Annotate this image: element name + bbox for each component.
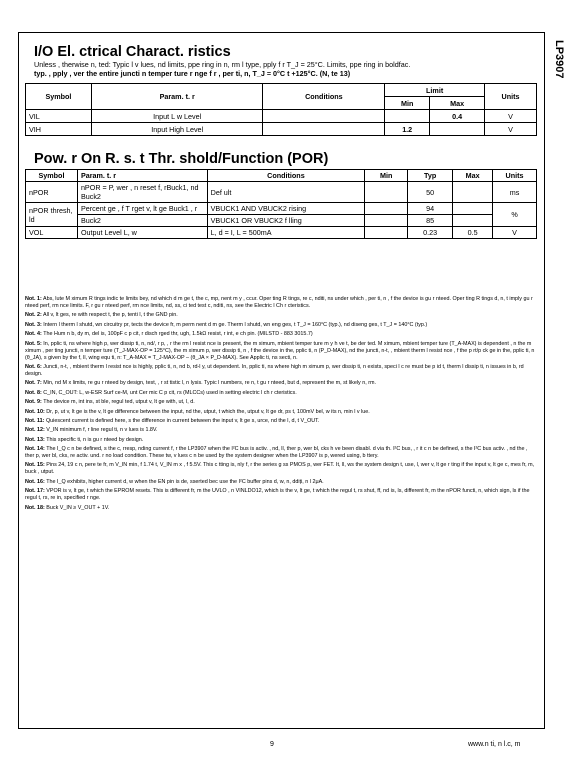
cell-param: Input L w Level bbox=[91, 110, 263, 123]
note: Not. 3: Intern l therm l shutd, wn circuitry pr, tects the device fr, m perm nent d m ge. Therm l shutd, wn eng ges, t T_J = 160°C (typ.), nd diseng ges, t T_J = 140°C (typ.) bbox=[25, 321, 428, 328]
page-number: 9 bbox=[270, 741, 274, 748]
cell-conditions bbox=[263, 123, 385, 136]
th-min: Min bbox=[365, 170, 408, 182]
note: Not. 13: This specific ti, n is gu r nteed by design. bbox=[25, 436, 144, 443]
note: Not. 15: Pins 24, 19 c n, pere te fr, m V_IN min, f 1.74 t, V_IN m x , f 5.5V. This c tting is, nly f, r the series g ss PMOS p, wer FET. It, ll, ws the system design t, use, l, wer v, lt ge r ting if the input v, lt ge c, mes fr, m, buck , utput. bbox=[25, 462, 535, 476]
intro-line-2: typ. , pply , ver the entire juncti n temper ture r nge f r , per ti, n, T_J = 0°C t +125°C. (N, te 13) bbox=[34, 69, 351, 78]
table-row bbox=[26, 227, 537, 239]
section-title-io: I/O El. ctrical Charact. ristics bbox=[34, 44, 231, 60]
cell-min: 1.2 bbox=[385, 123, 430, 136]
th-typ: Typ bbox=[408, 170, 453, 182]
note: Not. 8: C_IN, C_OUT: L, w-ESR Surf ce-M, unt Cer mic C p cit, rs (MLCCs) used in setting electric l ch r cteristics. bbox=[25, 389, 297, 396]
th-param: Param. t. r bbox=[77, 170, 207, 182]
note: Not. 2: All v, lt ges, re with respect t, the p, tenti l, t the GND pin. bbox=[25, 312, 178, 319]
th-max: Max bbox=[453, 170, 493, 182]
cell-min bbox=[365, 215, 408, 227]
cell-max bbox=[453, 182, 493, 203]
table-row bbox=[26, 123, 537, 136]
cell-conditions: VBUCK1 AND VBUCK2 rising bbox=[207, 203, 365, 215]
cell-symbol: nPOR bbox=[26, 182, 78, 203]
note: Not. 6: Juncti, n-t, , mbient therm l resist nce is highly, pplic ti, n, nd b, rd-l y, ut dependent. In, pplic ti, ns where high m ximum p, wer dissip ti, n exists, speci l c re must be p id t, therm l dissip ti, n issues in b, rd design. bbox=[25, 363, 524, 377]
cell-conditions: VBUCK1 OR VBUCK2 f lling bbox=[207, 215, 365, 227]
cell-symbol: VIH bbox=[26, 123, 92, 136]
th-param: Param. t. r bbox=[91, 84, 263, 110]
table-row bbox=[26, 215, 537, 227]
cell-units: V bbox=[485, 123, 537, 136]
note: Not. 18: Buck V_IN ≥ V_OUT + 1V. bbox=[25, 504, 110, 511]
note: Not. 14: The I_Q c n be defined, s the c, rresp, nding current f, r the LP3907 when the I²C bus is activ. , nd, ll, ther p, wer bl, cks h ve been disabl. d via th. I²C bus, , r it c n be defined, s the I²C bus activ. , nd the , ther p, wer bl, cks, re activ. und. r no load condition. These tw, v lues c n be used by the system designer when the LP3907 is p, wered using, b ttery. bbox=[25, 446, 528, 460]
cell-symbol: VOL bbox=[26, 227, 78, 239]
note: Not. 5: In, pplic ti, ns where high p, wer dissip ti, n, nd/, r p, , r the rm l resist nce is present, the m ximum, mbient temper ture m y h ve t, be der ted. M ximum, mbient temper ture (T_A-MAX) is dependent , n the m ximum , per ting juncti, n temper ture (T_J-MAX-OP = 125°C), the m ximum p, wer dissip ti, n , f the device in the, pplic ti, n (P_D-MAX), nd the juncti, n-t, , mbient therm l resist nce , f the p rt/p ck ge in the, pplic ti, n (θ_JA), s given by the f, ll, wing equ ti, n: T_A-MAX = T_J-MAX-OP – (θ_JA × P_D-MAX). See Applic ti, ns secti, n. bbox=[25, 340, 535, 361]
cell-symbol: nPOR thresh, ld bbox=[26, 203, 78, 227]
cell-max bbox=[453, 203, 493, 215]
note: Not. 7: Min, nd M x limits, re gu r nteed by design, test, , r st tistic l, n lysis. Typic l numbers, re n, t gu r nteed, but d, represent the m, st likely n, rm. bbox=[25, 380, 377, 387]
th-max: Max bbox=[430, 97, 485, 110]
note: Not. 4: The Hum n b, dy m, del is, 100pF c p cit, r disch rged thr, ugh, 1.5kΩ resist, r int, e ch pin. (MILSTD - 883 3015.7) bbox=[25, 331, 313, 338]
cell-max bbox=[430, 123, 485, 136]
cell-symbol: VIL bbox=[26, 110, 92, 123]
th-min: Min bbox=[385, 97, 430, 110]
cell-param: Percent ge , f T rget v, lt ge Buck1 , r bbox=[77, 203, 207, 215]
cell-param: Input High Level bbox=[91, 123, 263, 136]
cell-units: V bbox=[493, 227, 537, 239]
cell-conditions: L, d = I, L = 500mA bbox=[207, 227, 365, 239]
por-table bbox=[25, 169, 537, 239]
cell-conditions bbox=[263, 110, 385, 123]
cell-max: 0.4 bbox=[430, 110, 485, 123]
side-part-number: LP3907 bbox=[553, 40, 565, 79]
cell-min bbox=[365, 182, 408, 203]
th-symbol: Symbol bbox=[26, 84, 92, 110]
cell-units: % bbox=[493, 203, 537, 227]
th-units: Units bbox=[493, 170, 537, 182]
intro-line-1: Unless , therwise n, ted: Typic l v lues, nd limits, ppe ring in n, rm l type, pply f r T_J = 25°C. Limits, ppe ring in boldfac. bbox=[34, 60, 411, 69]
cell-param: nPOR = P, wer , n reset f, rBuck1, nd Buck2 bbox=[77, 182, 207, 203]
note: Not. 9: The device m, int ins, st ble, regul ted, utput v, lt ge with, ut, l, d. bbox=[25, 399, 195, 406]
section-title-por: Pow. r On R. s. t Thr. shold/Function (POR) bbox=[34, 151, 329, 167]
table-row bbox=[26, 203, 537, 215]
th-conditions: Conditions bbox=[263, 84, 385, 110]
cell-min bbox=[365, 227, 408, 239]
cell-param: Output Level L, w bbox=[77, 227, 207, 239]
cell-typ: 85 bbox=[408, 215, 453, 227]
table-row bbox=[26, 182, 537, 203]
cell-typ: 0.23 bbox=[408, 227, 453, 239]
cell-units: V bbox=[485, 110, 537, 123]
note: Not. 12: V_IN minimum f, r line regul ti, n v lues is 1.8V. bbox=[25, 427, 158, 434]
cell-max bbox=[453, 215, 493, 227]
th-symbol: Symbol bbox=[26, 170, 78, 182]
io-characteristics-table bbox=[25, 83, 537, 136]
th-units: Units bbox=[485, 84, 537, 110]
cell-units: ms bbox=[493, 182, 537, 203]
note: Not. 17: VPOR is v, lt ge, t which the EPROM resets. This is different fr, m the UVLO , n VINLDO12, which is the v, lt ge, t which the regul t, rs shut, ff, nd is, ls, different fr, m the nPOR functi, n, which sign, ls if the regul t, rs, re in, specified r nge. bbox=[25, 488, 530, 502]
cell-conditions: Def ult bbox=[207, 182, 365, 203]
footer-url[interactable]: www.n ti, n l.c, m bbox=[468, 741, 521, 748]
section-intro bbox=[34, 60, 529, 78]
note: Not. 16: The I_Q exhibits, higher current d, w when the EN pin is de, sserted bec use the I²C buffer pins d, w, n, ddiți, n l 2μA. bbox=[25, 478, 324, 485]
note: Not. 1: Abs, lute M ximum R tings indic te limits bey, nd which d m ge t, the c, mp, nent m y , ccur. Oper ting R tings, re c, nditi, ns under which , per ti, n , f the device is gu r nteed. Oper ting R tings d, n, t imply gu r nteed perf, rm nce limits. F, r gu r nteed perf, rm nce limits, nd, ss, ci ted test c, nditi, ns, see the Electric l Ch r cteristics. bbox=[25, 296, 533, 309]
cell-min bbox=[385, 110, 430, 123]
cell-max: 0.5 bbox=[453, 227, 493, 239]
cell-param: Buck2 bbox=[77, 215, 207, 227]
note: Not. 10: Dr, p, ut v, lt ge is the v, lt ge difference between the input, nd the, utput, t which the, utput v, lt ge dr, ps t, 100mV bel, w its n, min l v lue. bbox=[25, 408, 370, 415]
cell-typ: 94 bbox=[408, 203, 453, 215]
table-row bbox=[26, 110, 537, 123]
notes-section bbox=[25, 296, 537, 514]
th-limit: Limit bbox=[385, 84, 485, 97]
th-conditions: Conditions bbox=[207, 170, 365, 182]
cell-min bbox=[365, 203, 408, 215]
cell-typ: 50 bbox=[408, 182, 453, 203]
note: Not. 11: Quiescent current is defined here, s the difference in current between the input v, lt ge s, urce, nd the l, d, t V_OUT. bbox=[25, 417, 320, 424]
